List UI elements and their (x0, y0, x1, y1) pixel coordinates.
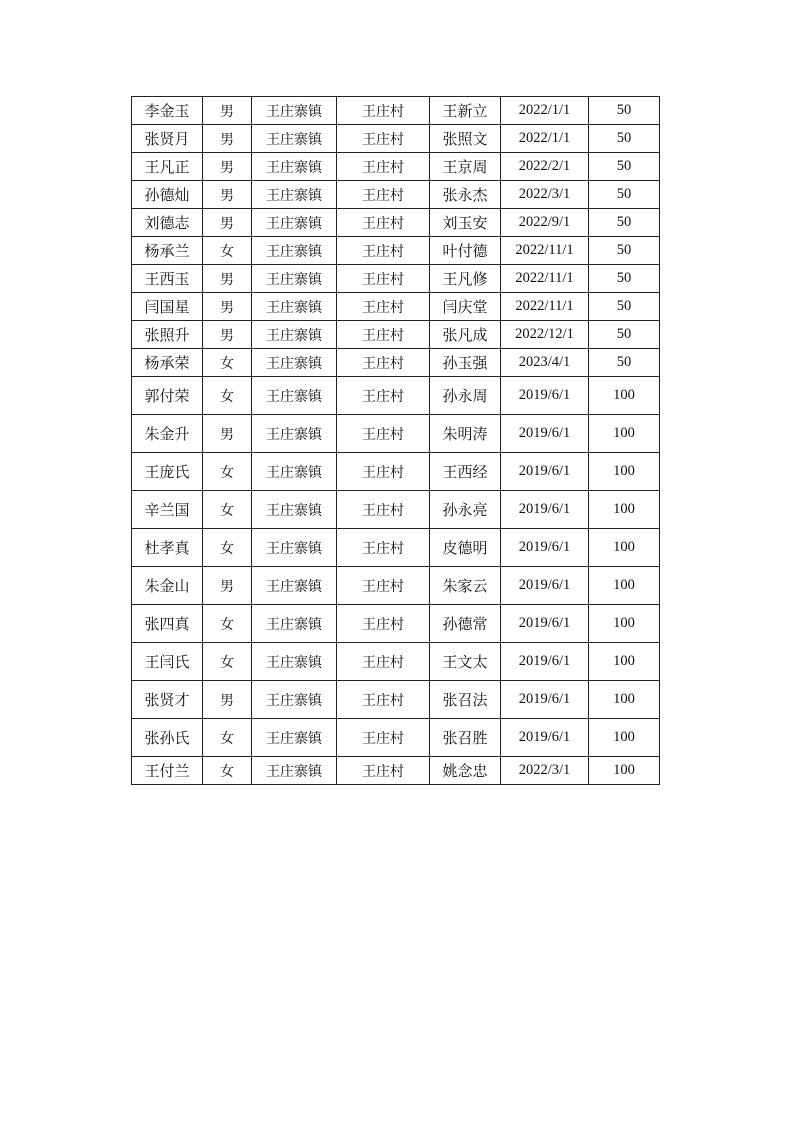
name-cell: 孙德灿 (132, 181, 203, 209)
payee-cell: 张永杰 (430, 181, 501, 209)
date-cell: 2022/3/1 (501, 181, 589, 209)
payee-cell: 王凡修 (430, 265, 501, 293)
gender-cell: 女 (203, 719, 252, 757)
table-row (132, 681, 660, 719)
table-row (132, 349, 660, 377)
town-cell: 王庄寨镇 (252, 453, 337, 491)
table-row (132, 415, 660, 453)
payee-cell: 王京周 (430, 153, 501, 181)
date-cell: 2019/6/1 (501, 567, 589, 605)
payee-cell: 朱家云 (430, 567, 501, 605)
gender-cell: 男 (203, 415, 252, 453)
town-cell: 王庄寨镇 (252, 415, 337, 453)
amount-cell: 50 (589, 237, 660, 265)
payee-cell: 皮德明 (430, 529, 501, 567)
payee-cell: 朱明涛 (430, 415, 501, 453)
payee-cell: 闫庆堂 (430, 293, 501, 321)
gender-cell: 女 (203, 643, 252, 681)
table-row (132, 529, 660, 567)
payee-cell: 张召胜 (430, 719, 501, 757)
name-cell: 张照升 (132, 321, 203, 349)
date-cell: 2019/6/1 (501, 453, 589, 491)
name-cell: 杨承兰 (132, 237, 203, 265)
gender-cell: 女 (203, 757, 252, 785)
town-cell: 王庄寨镇 (252, 681, 337, 719)
date-cell: 2022/11/1 (501, 293, 589, 321)
payee-cell: 王文太 (430, 643, 501, 681)
table-row (132, 643, 660, 681)
village-cell: 王庄村 (337, 377, 430, 415)
town-cell: 王庄寨镇 (252, 153, 337, 181)
village-cell: 王庄村 (337, 681, 430, 719)
gender-cell: 男 (203, 181, 252, 209)
date-cell: 2023/4/1 (501, 349, 589, 377)
village-cell: 王庄村 (337, 349, 430, 377)
town-cell: 王庄寨镇 (252, 181, 337, 209)
gender-cell: 女 (203, 237, 252, 265)
table-row (132, 237, 660, 265)
village-cell: 王庄村 (337, 643, 430, 681)
date-cell: 2022/1/1 (501, 125, 589, 153)
date-cell: 2022/3/1 (501, 757, 589, 785)
amount-cell: 100 (589, 377, 660, 415)
town-cell: 王庄寨镇 (252, 719, 337, 757)
town-cell: 王庄寨镇 (252, 377, 337, 415)
date-cell: 2022/11/1 (501, 265, 589, 293)
gender-cell: 男 (203, 209, 252, 237)
gender-cell: 男 (203, 567, 252, 605)
village-cell: 王庄村 (337, 293, 430, 321)
village-cell: 王庄村 (337, 265, 430, 293)
town-cell: 王庄寨镇 (252, 97, 337, 125)
village-cell: 王庄村 (337, 153, 430, 181)
name-cell: 李金玉 (132, 97, 203, 125)
town-cell: 王庄寨镇 (252, 643, 337, 681)
table-row (132, 321, 660, 349)
village-cell: 王庄村 (337, 605, 430, 643)
town-cell: 王庄寨镇 (252, 237, 337, 265)
table-row (132, 293, 660, 321)
date-cell: 2022/2/1 (501, 153, 589, 181)
name-cell: 张贤月 (132, 125, 203, 153)
name-cell: 刘德志 (132, 209, 203, 237)
name-cell: 王庞氏 (132, 453, 203, 491)
amount-cell: 100 (589, 567, 660, 605)
amount-cell: 100 (589, 757, 660, 785)
name-cell: 杜孝真 (132, 529, 203, 567)
name-cell: 王付兰 (132, 757, 203, 785)
table-row (132, 605, 660, 643)
gender-cell: 女 (203, 377, 252, 415)
town-cell: 王庄寨镇 (252, 321, 337, 349)
village-cell: 王庄村 (337, 491, 430, 529)
payee-cell: 张凡成 (430, 321, 501, 349)
town-cell: 王庄寨镇 (252, 125, 337, 153)
table-row (132, 125, 660, 153)
name-cell: 王凡正 (132, 153, 203, 181)
amount-cell: 100 (589, 605, 660, 643)
table-row (132, 181, 660, 209)
data-table (131, 96, 660, 785)
payee-cell: 王西经 (430, 453, 501, 491)
village-cell: 王庄村 (337, 97, 430, 125)
payee-cell: 孙玉强 (430, 349, 501, 377)
village-cell: 王庄村 (337, 237, 430, 265)
table-row (132, 491, 660, 529)
table-row (132, 209, 660, 237)
amount-cell: 100 (589, 681, 660, 719)
date-cell: 2019/6/1 (501, 377, 589, 415)
gender-cell: 女 (203, 453, 252, 491)
table-body (132, 97, 660, 785)
amount-cell: 50 (589, 209, 660, 237)
table-row (132, 757, 660, 785)
table-row (132, 453, 660, 491)
amount-cell: 50 (589, 153, 660, 181)
town-cell: 王庄寨镇 (252, 293, 337, 321)
village-cell: 王庄村 (337, 415, 430, 453)
amount-cell: 50 (589, 321, 660, 349)
gender-cell: 男 (203, 125, 252, 153)
date-cell: 2022/12/1 (501, 321, 589, 349)
date-cell: 2019/6/1 (501, 643, 589, 681)
table-row (132, 97, 660, 125)
payee-cell: 孙永周 (430, 377, 501, 415)
village-cell: 王庄村 (337, 209, 430, 237)
amount-cell: 50 (589, 181, 660, 209)
date-cell: 2019/6/1 (501, 605, 589, 643)
village-cell: 王庄村 (337, 529, 430, 567)
gender-cell: 男 (203, 321, 252, 349)
amount-cell: 100 (589, 453, 660, 491)
amount-cell: 100 (589, 491, 660, 529)
amount-cell: 50 (589, 97, 660, 125)
gender-cell: 女 (203, 605, 252, 643)
village-cell: 王庄村 (337, 321, 430, 349)
name-cell: 朱金升 (132, 415, 203, 453)
gender-cell: 男 (203, 681, 252, 719)
date-cell: 2019/6/1 (501, 491, 589, 529)
payee-cell: 张照文 (430, 125, 501, 153)
date-cell: 2019/6/1 (501, 529, 589, 567)
gender-cell: 女 (203, 491, 252, 529)
payee-cell: 孙德常 (430, 605, 501, 643)
payee-cell: 姚念忠 (430, 757, 501, 785)
town-cell: 王庄寨镇 (252, 209, 337, 237)
gender-cell: 女 (203, 349, 252, 377)
date-cell: 2019/6/1 (501, 681, 589, 719)
town-cell: 王庄寨镇 (252, 265, 337, 293)
date-cell: 2022/1/1 (501, 97, 589, 125)
town-cell: 王庄寨镇 (252, 567, 337, 605)
village-cell: 王庄村 (337, 453, 430, 491)
name-cell: 张四真 (132, 605, 203, 643)
name-cell: 闫国星 (132, 293, 203, 321)
amount-cell: 100 (589, 529, 660, 567)
table-row (132, 719, 660, 757)
village-cell: 王庄村 (337, 125, 430, 153)
date-cell: 2019/6/1 (501, 415, 589, 453)
name-cell: 王西玉 (132, 265, 203, 293)
table-row (132, 153, 660, 181)
amount-cell: 100 (589, 643, 660, 681)
village-cell: 王庄村 (337, 757, 430, 785)
village-cell: 王庄村 (337, 567, 430, 605)
name-cell: 朱金山 (132, 567, 203, 605)
payee-cell: 叶付德 (430, 237, 501, 265)
village-cell: 王庄村 (337, 181, 430, 209)
amount-cell: 50 (589, 125, 660, 153)
date-cell: 2019/6/1 (501, 719, 589, 757)
amount-cell: 100 (589, 415, 660, 453)
gender-cell: 男 (203, 293, 252, 321)
name-cell: 辛兰国 (132, 491, 203, 529)
town-cell: 王庄寨镇 (252, 349, 337, 377)
name-cell: 王闫氏 (132, 643, 203, 681)
amount-cell: 50 (589, 293, 660, 321)
name-cell: 郭付荣 (132, 377, 203, 415)
date-cell: 2022/11/1 (501, 237, 589, 265)
gender-cell: 男 (203, 97, 252, 125)
amount-cell: 50 (589, 349, 660, 377)
town-cell: 王庄寨镇 (252, 757, 337, 785)
table-row (132, 377, 660, 415)
payee-cell: 王新立 (430, 97, 501, 125)
payee-cell: 张召法 (430, 681, 501, 719)
gender-cell: 男 (203, 153, 252, 181)
amount-cell: 100 (589, 719, 660, 757)
town-cell: 王庄寨镇 (252, 529, 337, 567)
table-row (132, 265, 660, 293)
town-cell: 王庄寨镇 (252, 605, 337, 643)
date-cell: 2022/9/1 (501, 209, 589, 237)
payee-cell: 刘玉安 (430, 209, 501, 237)
name-cell: 张孙氏 (132, 719, 203, 757)
village-cell: 王庄村 (337, 719, 430, 757)
name-cell: 杨承荣 (132, 349, 203, 377)
table-row (132, 567, 660, 605)
amount-cell: 50 (589, 265, 660, 293)
gender-cell: 男 (203, 265, 252, 293)
gender-cell: 女 (203, 529, 252, 567)
name-cell: 张贤才 (132, 681, 203, 719)
town-cell: 王庄寨镇 (252, 491, 337, 529)
payee-cell: 孙永亮 (430, 491, 501, 529)
